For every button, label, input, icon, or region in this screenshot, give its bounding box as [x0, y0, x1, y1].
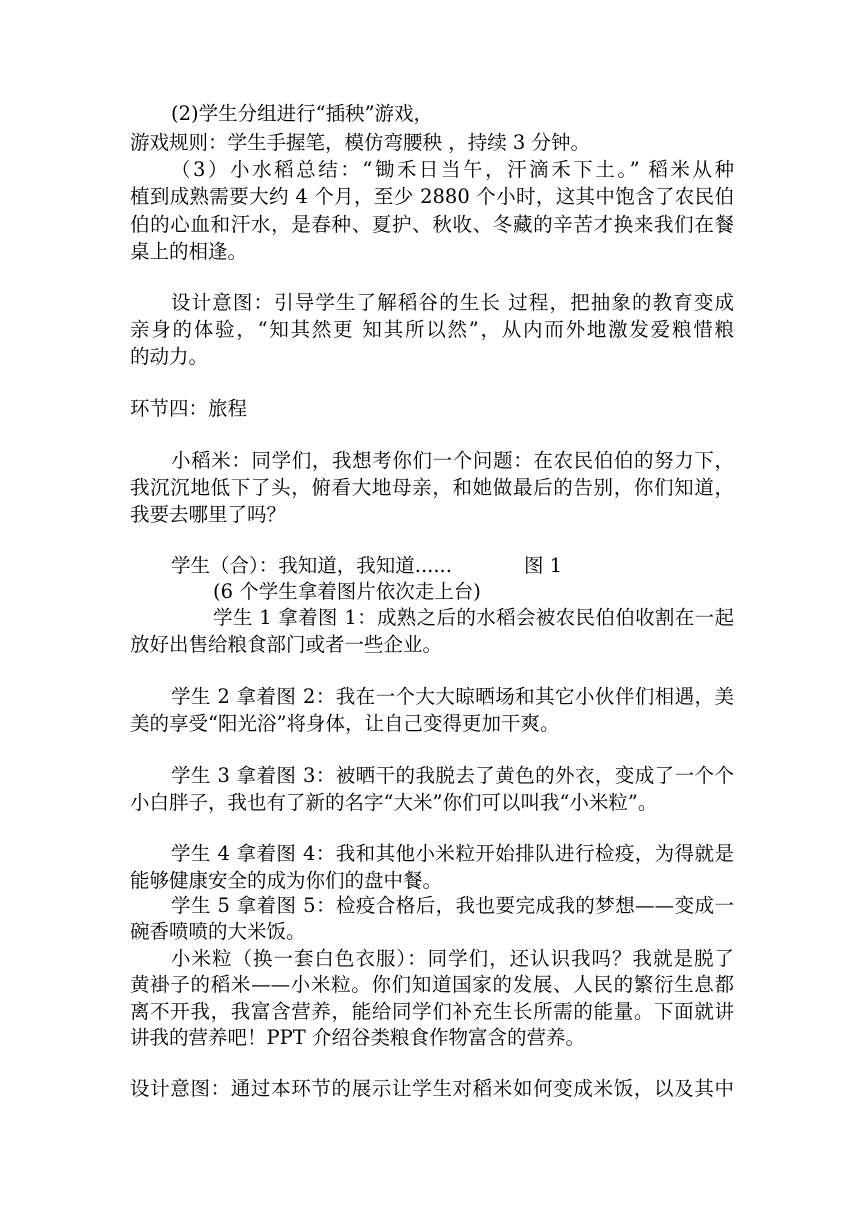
text-line: 亲身的体验，“知其然更 知其所以然”，从内而外地激发爱粮惜粮 — [130, 318, 734, 341]
text-line: 设计意图：引导学生了解稻谷的生长 过程，把抽象的教育变成 — [171, 291, 734, 314]
text-line: 学生 2 拿着图 2：我在一个大大晾晒场和其它小伙伴们相遇，美 — [171, 685, 734, 708]
text-line: 美的享受“阳光浴”将身体，让自己变得更加干爽。 — [130, 712, 560, 735]
text-line: 伯的心血和汗水，是春种、夏护、秋收、冬藏的辛苦才换来我们在餐 — [130, 213, 734, 236]
text-line: 游戏规则：学生手握笔，模仿弯腰秧 ，持续 3 分钟。 — [130, 131, 591, 154]
text-line: 小稻米：同学们，我想考你们一个问题：在农民伯伯的努力下， — [171, 449, 734, 472]
section-heading: 环节四：旅程 — [130, 397, 248, 420]
text-line: 设计意图：通过本环节的展示让学生对稻米如何变成米饭，以及其中 — [130, 1077, 734, 1100]
text-line: 的动力。 — [130, 345, 209, 368]
text-line: 小白胖子，我也有了新的名字“大米”你们可以叫我“小米粒”。 — [130, 791, 658, 814]
text-line: 讲我的营养吧！PPT 介绍谷类粮食作物富含的营养。 — [130, 1026, 585, 1049]
text-line: 小米粒（换一套白色衣服）：同学们，还认识我吗？我就是脱了 — [171, 947, 734, 970]
text-line — [171, 553, 734, 579]
figure-label: 图 1 — [523, 554, 563, 577]
text-line: 桌上的相逢。 — [130, 240, 248, 263]
text-line: 放好出售给粮食部门或者一些企业。 — [130, 633, 443, 656]
text-line: 学生 5 拿着图 5：检疫合格后，我也要完成我的梦想——变成一 — [171, 894, 734, 917]
text-line: 学生 4 拿着图 4：我和其他小米粒开始排队进行检疫，为得就是 — [171, 842, 734, 865]
text-line: (2)学生分组进行“插秧”游戏， — [171, 102, 434, 125]
text-line: 碗香喷喷的大米饭。 — [130, 920, 306, 943]
text-line: 我沉沉地低下了头，俯看大地母亲，和她做最后的告别，你们知道， — [130, 476, 734, 499]
text-line: 离不开我，我富含营养，能给同学们补充生长所需的能量。下面就讲 — [130, 1000, 734, 1023]
students-chorus: 学生（合）：我知道，我知道...... — [171, 554, 452, 577]
text-line: (6 个学生拿着图片依次走上台) — [213, 580, 481, 603]
text-line: （3）小水稻总结：“锄禾日当午，汗滴禾下土。” 稻米从种 — [171, 158, 734, 181]
text-line: 学生 1 拿着图 1：成熟之后的水稻会被农民伯伯收割在一起 — [213, 606, 734, 629]
text-line: 能够健康安全的成为你们的盘中餐。 — [130, 869, 443, 892]
text-line: 我要去哪里了吗？ — [130, 503, 287, 526]
text-line: 黄褂子的稻米——小米粒。你们知道国家的发展、人民的繁衍生息都 — [130, 973, 734, 996]
text-line: 植到成熟需要大约 4 个月，至少 2880 个小时，这其中饱含了农民伯 — [130, 185, 734, 208]
text-line: 学生 3 拿着图 3：被晒干的我脱去了黄色的外衣，变成了一个个 — [171, 764, 734, 787]
